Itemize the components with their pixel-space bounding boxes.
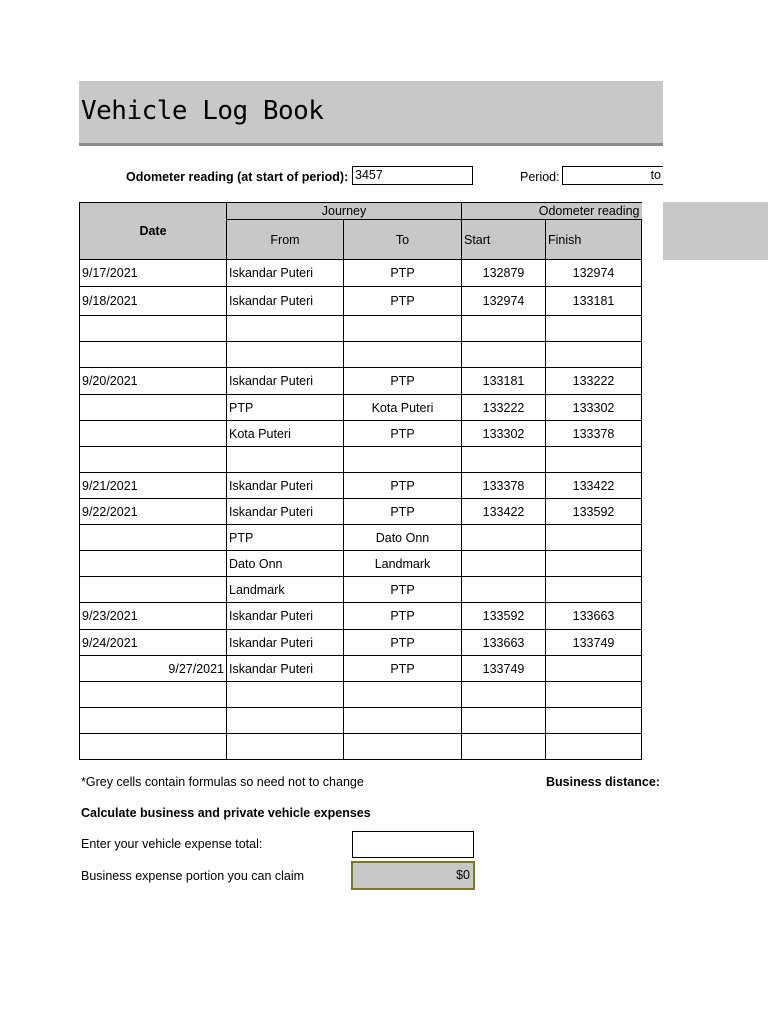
header-date: Date	[80, 203, 227, 260]
table-row	[80, 287, 642, 316]
table-row	[80, 316, 642, 342]
cell-start[interactable]: 133302	[462, 421, 546, 447]
cell-start[interactable]	[462, 682, 546, 708]
cell-finish[interactable]: 133302	[546, 395, 642, 421]
cell-date[interactable]	[80, 447, 227, 473]
cell-to[interactable]: PTP	[344, 630, 462, 656]
cell-to[interactable]: PTP	[344, 368, 462, 395]
cell-to[interactable]: Dato Onn	[344, 525, 462, 551]
cell-finish[interactable]	[546, 525, 642, 551]
cell-date[interactable]	[80, 577, 227, 603]
header-start: Start	[462, 220, 546, 260]
page-title: Vehicle Log Book	[81, 96, 324, 126]
cell-to[interactable]	[344, 708, 462, 734]
period-input[interactable]	[562, 166, 663, 185]
log-table	[79, 202, 642, 760]
cell-date[interactable]: 9/24/2021	[80, 630, 227, 656]
cell-date[interactable]	[80, 421, 227, 447]
cell-from[interactable]	[227, 682, 344, 708]
expense-total-label: Enter your vehicle expense total:	[81, 837, 263, 851]
cell-finish[interactable]	[546, 682, 642, 708]
header-to: To	[344, 220, 462, 260]
header-odometer-reading: Odometer reading	[462, 203, 642, 220]
cell-start[interactable]	[462, 577, 546, 603]
odometer-label: Odometer reading (at start of period):	[126, 170, 349, 184]
cell-start[interactable]: 133378	[462, 473, 546, 499]
cell-finish[interactable]	[546, 577, 642, 603]
cell-date[interactable]	[80, 734, 227, 760]
cell-from[interactable]: Iskandar Puteri	[227, 630, 344, 656]
cell-finish[interactable]	[546, 551, 642, 577]
claim-output: $0	[351, 861, 475, 890]
header-journey: Journey	[227, 203, 462, 220]
grey-cells-note: *Grey cells contain formulas so need not to change	[81, 775, 364, 789]
cell-to[interactable]	[344, 682, 462, 708]
cell-from[interactable]: Iskandar Puteri	[227, 260, 344, 287]
table-row	[80, 734, 642, 760]
cell-date[interactable]: 9/18/2021	[80, 287, 227, 316]
business-distance-label: Business distance:	[546, 775, 660, 789]
calc-heading: Calculate business and private vehicle expenses	[81, 806, 371, 820]
table-row	[80, 499, 642, 525]
cell-date[interactable]: 9/22/2021	[80, 499, 227, 525]
cell-finish[interactable]	[546, 316, 642, 342]
cell-from[interactable]: Iskandar Puteri	[227, 656, 344, 682]
cell-start[interactable]: 133222	[462, 395, 546, 421]
cell-to[interactable]: PTP	[344, 499, 462, 525]
cell-date[interactable]: 9/27/2021	[80, 656, 227, 682]
header-finish: Finish	[546, 220, 642, 260]
cell-start[interactable]: 133181	[462, 368, 546, 395]
table-row	[80, 603, 642, 630]
cell-finish[interactable]: 133181	[546, 287, 642, 316]
cell-from[interactable]	[227, 734, 344, 760]
cell-finish[interactable]: 133222	[546, 368, 642, 395]
cell-date[interactable]	[80, 342, 227, 368]
header-from: From	[227, 220, 344, 260]
cell-to[interactable]	[344, 734, 462, 760]
cell-from[interactable]	[227, 342, 344, 368]
table-row	[80, 395, 642, 421]
cell-start[interactable]	[462, 316, 546, 342]
cell-date[interactable]: 9/20/2021	[80, 368, 227, 395]
cell-finish[interactable]: 132974	[546, 260, 642, 287]
cell-to[interactable]	[344, 447, 462, 473]
cell-to[interactable]	[344, 316, 462, 342]
cell-to[interactable]: Kota Puteri	[344, 395, 462, 421]
table-row	[80, 682, 642, 708]
cell-date[interactable]: 9/23/2021	[80, 603, 227, 630]
cell-finish[interactable]: 133663	[546, 603, 642, 630]
cell-finish[interactable]	[546, 656, 642, 682]
cell-from[interactable]: Kota Puteri	[227, 421, 344, 447]
table-row	[80, 342, 642, 368]
cell-date[interactable]	[80, 525, 227, 551]
cell-finish[interactable]: 133378	[546, 421, 642, 447]
period-to-label: to	[650, 168, 661, 182]
table-row	[80, 525, 642, 551]
table-row	[80, 577, 642, 603]
table-row	[80, 447, 642, 473]
cell-start[interactable]: 132879	[462, 260, 546, 287]
period-label: Period:	[520, 170, 560, 184]
cell-date[interactable]	[80, 395, 227, 421]
cell-to[interactable]: Landmark	[344, 551, 462, 577]
cell-date[interactable]: 9/21/2021	[80, 473, 227, 499]
cell-to[interactable]: PTP	[344, 287, 462, 316]
cell-finish[interactable]	[546, 342, 642, 368]
cell-start[interactable]: 132974	[462, 287, 546, 316]
cell-to[interactable]: PTP	[344, 656, 462, 682]
cell-finish[interactable]	[546, 447, 642, 473]
cell-to[interactable]: PTP	[344, 421, 462, 447]
cell-from[interactable]: Iskandar Puteri	[227, 603, 344, 630]
cell-start[interactable]: 133422	[462, 499, 546, 525]
cell-start[interactable]	[462, 525, 546, 551]
cell-from[interactable]	[227, 708, 344, 734]
cell-to[interactable]: PTP	[344, 577, 462, 603]
cell-finish[interactable]	[546, 734, 642, 760]
cell-date[interactable]	[80, 682, 227, 708]
cell-start[interactable]: 133749	[462, 656, 546, 682]
header-grey-extension	[663, 202, 768, 260]
expense-total-input[interactable]	[352, 831, 474, 858]
table-row	[80, 630, 642, 656]
cell-start[interactable]	[462, 551, 546, 577]
cell-date[interactable]	[80, 708, 227, 734]
cell-from[interactable]: PTP	[227, 395, 344, 421]
cell-start[interactable]	[462, 708, 546, 734]
cell-to[interactable]: PTP	[344, 603, 462, 630]
cell-from[interactable]: Dato Onn	[227, 551, 344, 577]
table-row	[80, 421, 642, 447]
cell-from[interactable]: Iskandar Puteri	[227, 368, 344, 395]
cell-date[interactable]: 9/17/2021	[80, 260, 227, 287]
cell-to[interactable]	[344, 342, 462, 368]
table-row	[80, 368, 642, 395]
cell-finish[interactable]: 133749	[546, 630, 642, 656]
cell-from[interactable]	[227, 316, 344, 342]
cell-from[interactable]: Iskandar Puteri	[227, 287, 344, 316]
cell-start[interactable]	[462, 447, 546, 473]
cell-to[interactable]: PTP	[344, 473, 462, 499]
cell-from[interactable]	[227, 447, 344, 473]
table-row	[80, 551, 642, 577]
log-table-body	[80, 260, 642, 760]
claim-label: Business expense portion you can claim	[81, 869, 305, 883]
table-row	[80, 473, 642, 499]
cell-date[interactable]	[80, 316, 227, 342]
odometer-start-input[interactable]: 3457	[352, 166, 473, 185]
cell-from[interactable]: Landmark	[227, 577, 344, 603]
cell-finish[interactable]: 133592	[546, 499, 642, 525]
table-row	[80, 708, 642, 734]
cell-from[interactable]: PTP	[227, 525, 344, 551]
cell-finish[interactable]: 133422	[546, 473, 642, 499]
cell-finish[interactable]	[546, 708, 642, 734]
cell-start[interactable]: 133663	[462, 630, 546, 656]
cell-start[interactable]	[462, 342, 546, 368]
cell-from[interactable]: Iskandar Puteri	[227, 473, 344, 499]
cell-to[interactable]: PTP	[344, 260, 462, 287]
table-row	[80, 260, 642, 287]
cell-from[interactable]: Iskandar Puteri	[227, 499, 344, 525]
table-row	[80, 656, 642, 682]
cell-start[interactable]	[462, 734, 546, 760]
cell-date[interactable]	[80, 551, 227, 577]
cell-start[interactable]: 133592	[462, 603, 546, 630]
